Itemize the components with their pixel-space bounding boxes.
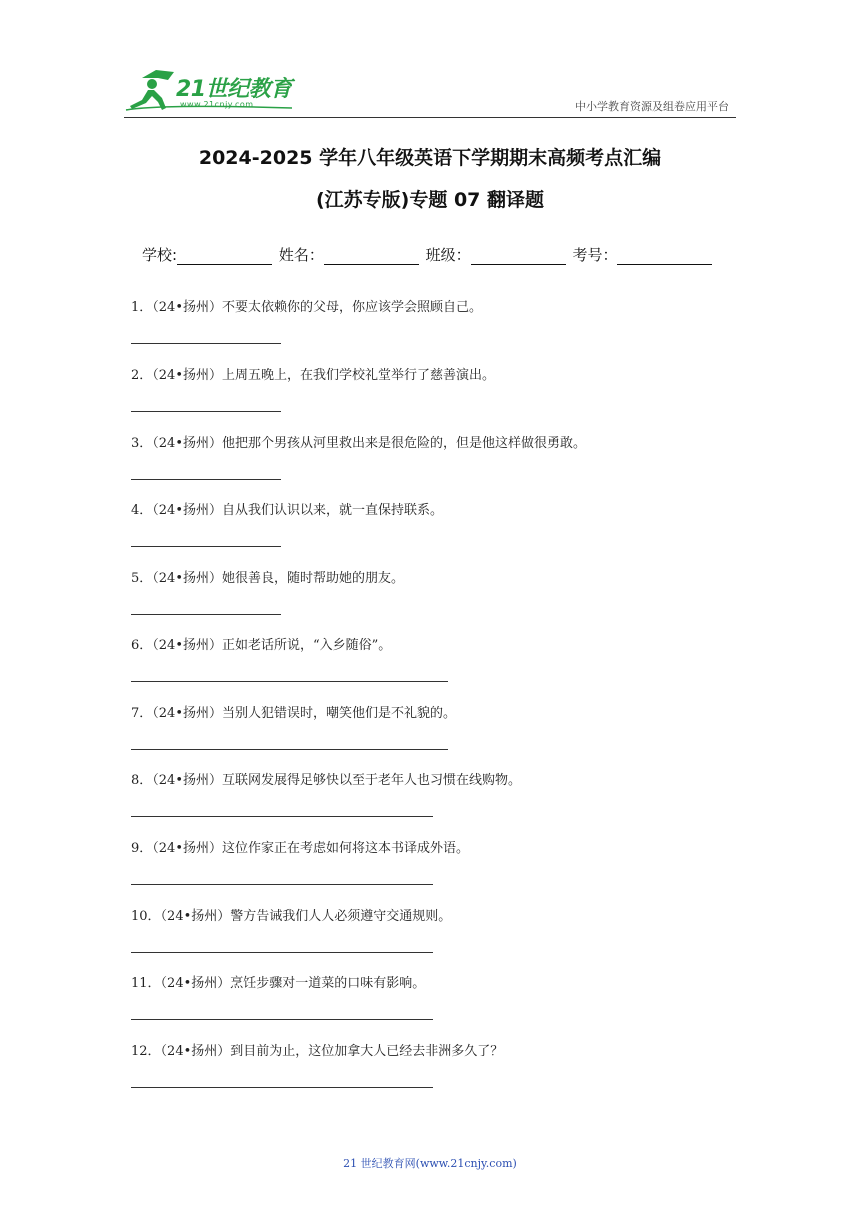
page-subtitle: (江苏专版)专题 07 翻译题 [315,189,545,211]
answer-line-12[interactable] [131,1087,433,1088]
answer-line-7[interactable] [131,749,448,750]
question-6: 6．（24•扬州）正如老话所说，“入乡随俗”。 [131,638,392,653]
page-header [0,0,860,120]
question-10: 10．（24•扬州）警方告诫我们人人必须遵守交通规则。 [131,909,452,924]
footer-link[interactable]: 21 世纪教育网(www.21cnjy.com) [343,1157,517,1170]
class-label: 班级： [425,246,471,264]
answer-line-4[interactable] [131,546,281,547]
question-7: 7．（24•扬州）当别人犯错误时，嘲笑他们是不礼貌的。 [131,706,456,721]
question-5: 5．（24•扬州）她很善良，随时帮助她的朋友。 [131,571,404,586]
question-11: 11．（24•扬州）烹饪步骤对一道菜的口味有影响。 [131,976,426,991]
school-label: 学校: [142,246,178,264]
answer-line-10[interactable] [131,952,433,953]
number-label: 考号： [572,246,618,264]
question-4: 4．（24•扬州）自从我们认识以来，就一直保持联系。 [131,503,443,518]
answer-line-11[interactable] [131,1019,433,1020]
answer-line-1[interactable] [131,343,281,344]
question-9: 9．（24•扬州）这位作家正在考虑如何将这本书译成外语。 [131,841,469,856]
answer-line-8[interactable] [131,816,433,817]
answer-line-5[interactable] [131,614,281,615]
school-blank[interactable] [177,246,272,265]
class-blank[interactable] [471,246,566,265]
name-blank[interactable] [324,246,419,265]
header-divider [124,117,736,118]
answer-line-9[interactable] [131,884,433,885]
number-blank[interactable] [617,246,712,265]
question-1: 1．（24•扬州）不要太依赖你的父母，你应该学会照顾自己。 [131,300,482,315]
student-info-row [142,244,714,265]
answer-line-2[interactable] [131,411,281,412]
name-label: 姓名： [278,246,324,264]
answer-line-6[interactable] [131,681,448,682]
platform-label: 中小学教育资源及组卷应用平台 [575,100,729,113]
page-title: 2024-2025 学年八年级英语下学期期末高频考点汇编 [198,147,662,169]
logo-url: www.21cnjy.com [180,100,254,109]
question-8: 8．（24•扬州）互联网发展得足够快以至于老年人也习惯在线购物。 [131,773,521,788]
question-2: 2．（24•扬州）上周五晚上，在我们学校礼堂举行了慈善演出。 [131,368,495,383]
question-3: 3．（24•扬州）他把那个男孩从河里救出来是很危险的，但是他这样做很勇敢。 [131,436,586,451]
answer-line-3[interactable] [131,479,281,480]
logo-text: 21世纪教育 [176,77,292,102]
question-12: 12．（24•扬州）到目前为止，这位加拿大人已经去非洲多久了？ [131,1044,504,1059]
